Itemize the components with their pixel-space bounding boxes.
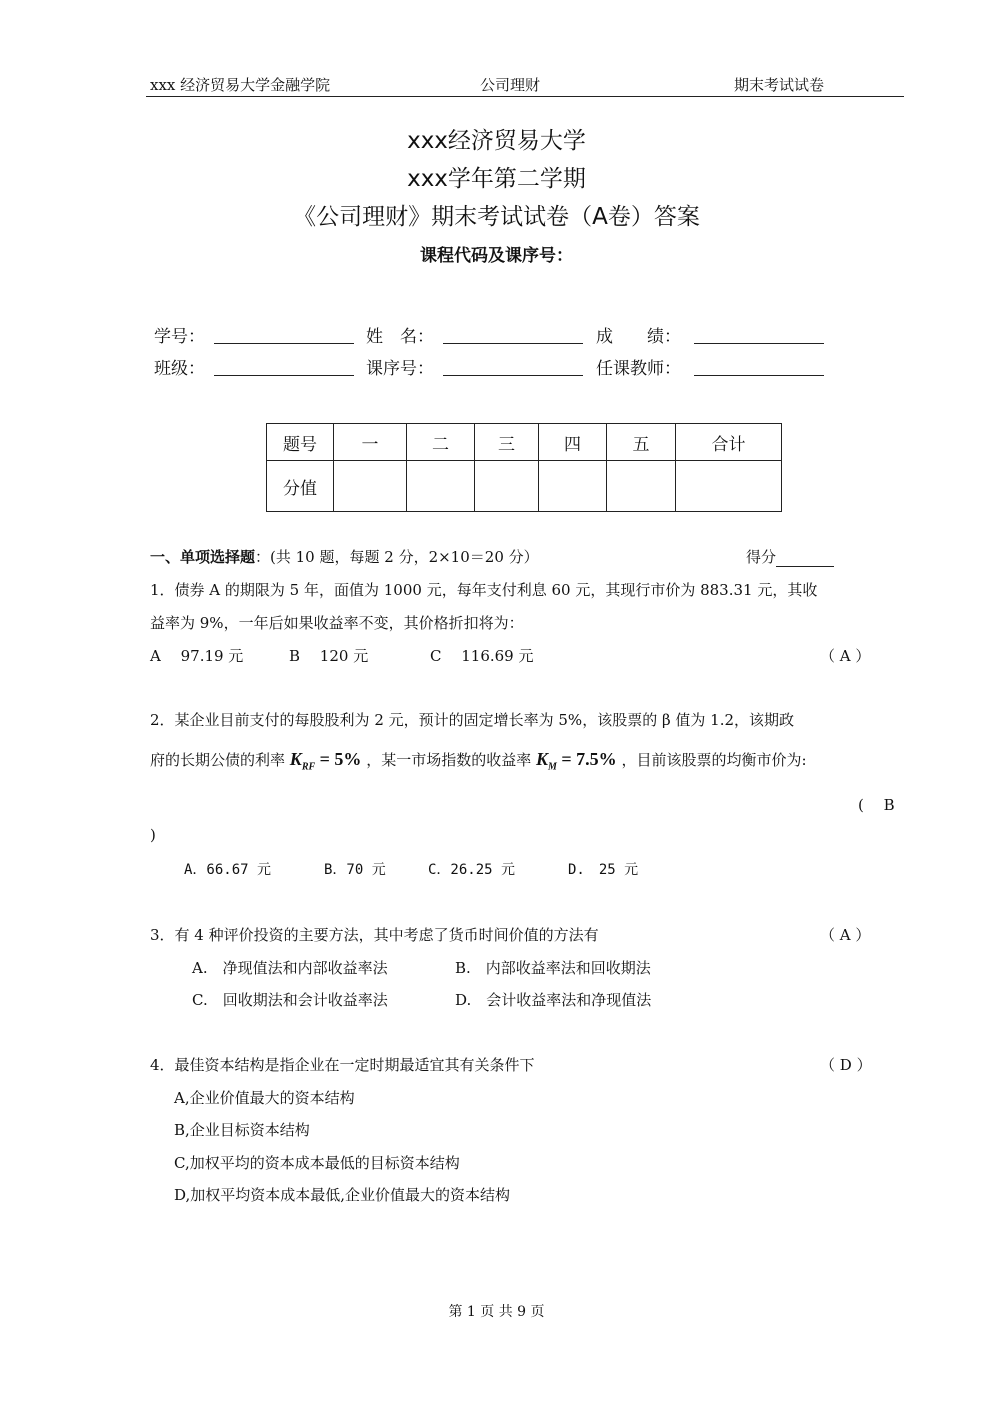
question-2-line1: 2．某企业目前支付的每股股利为 2 元，预计的固定增长率为 5%，该股票的 β 值为 1.2，该期政	[150, 711, 795, 729]
course-code-label: 课程代码及课序号：	[420, 246, 573, 266]
score-cell[interactable]	[407, 461, 475, 512]
university-title: xxx经济贸易大学	[407, 128, 586, 154]
question-3-option-b: B. 内部收益率法和回收期法	[455, 959, 651, 977]
student-id-field[interactable]	[214, 343, 354, 344]
score-row-label: 分值	[267, 461, 334, 512]
krf-value: = 5%	[315, 749, 362, 769]
score-cell[interactable]	[676, 461, 782, 512]
question-2-answer-close: )	[150, 826, 156, 844]
question-4-answer: （ D ）	[820, 1056, 872, 1074]
score-header-cell: 五	[607, 424, 676, 461]
question-2-answer-open: ( B	[858, 796, 895, 814]
question-4-option-a: A,企业价值最大的资本结构	[174, 1089, 355, 1107]
km-k: K	[536, 749, 549, 769]
section-score-field[interactable]	[776, 552, 834, 567]
teacher-label: 任课教师：	[596, 359, 681, 379]
question-4-option-d: D,加权平均资本成本最低,企业价值最大的资本结构	[174, 1186, 511, 1204]
question-1-line1: 1．债券 A 的期限为 5 年，面值为 1000 元，每年支付利息 60 元，其现行市价为 883.31 元，其收	[150, 581, 818, 599]
question-2-option-a: A．66.67 元	[184, 862, 272, 878]
question-3-option-c: C. 回收期法和会计收益率法	[192, 991, 388, 1009]
score-header-cell: 题号	[267, 424, 334, 461]
question-3-option-a: A. 净现值法和内部收益率法	[192, 959, 388, 977]
score-cell[interactable]	[607, 461, 676, 512]
course-seq-label: 课序号：	[366, 359, 434, 379]
score-header-cell: 一	[334, 424, 407, 461]
score-header-cell: 三	[475, 424, 539, 461]
question-1-line2: 益率为 9%，一年后如果收益率不变，其价格折扣将为：	[150, 614, 524, 632]
km-formula	[536, 749, 617, 773]
exam-title: 《公司理财》期末考试试卷（A卷）答案	[293, 204, 700, 230]
krf-formula	[289, 749, 362, 773]
km-sub: M	[548, 761, 557, 773]
question-2-option-c: C．26.25 元	[428, 862, 516, 878]
header-rule	[146, 96, 904, 97]
question-1-answer: （ A ）	[820, 647, 871, 665]
grade-label: 成 绩：	[596, 327, 681, 347]
score-cell[interactable]	[475, 461, 539, 512]
header-exam: 期末考试试卷	[734, 76, 825, 94]
question-4-option-c: C,加权平均的资本成本最低的目标资本结构	[174, 1154, 460, 1172]
score-header-cell: 二	[407, 424, 475, 461]
header-course: 公司理财	[480, 76, 541, 94]
krf-sub: RF	[301, 761, 316, 773]
question-4-option-b: B,企业目标资本结构	[174, 1121, 310, 1139]
course-seq-field[interactable]	[443, 375, 583, 376]
question-2-option-d: D. 25 元	[568, 862, 639, 878]
question-2-option-b: B．70 元	[324, 862, 386, 878]
question-3-text: 3．有 4 种评价投资的主要方法，其中考虑了货币时间价值的方法有	[150, 926, 599, 944]
section-score	[746, 546, 834, 567]
grade-field[interactable]	[694, 343, 824, 344]
semester-title: xxx学年第二学期	[407, 166, 586, 192]
score-header-cell: 四	[539, 424, 607, 461]
teacher-field[interactable]	[694, 375, 824, 376]
score-cell[interactable]	[539, 461, 607, 512]
name-field[interactable]	[443, 343, 583, 344]
score-cell[interactable]	[334, 461, 407, 512]
question-2-text-b: ，某一市场指数的收益率	[366, 751, 532, 769]
section-heading	[150, 546, 539, 567]
question-4-text: 4．最佳资本结构是指企业在一定时期最适宜其有关条件下	[150, 1056, 535, 1074]
student-id-label: 学号：	[154, 327, 205, 347]
krf-k: K	[289, 749, 302, 769]
km-value: = 7.5%	[556, 749, 617, 769]
question-2-text-a: 府的长期公债的利率	[150, 751, 286, 769]
question-1-option-a: A 97.19 元	[150, 647, 244, 665]
section-title: 一、单项选择题	[150, 548, 256, 566]
question-1-option-c: C 116.69 元	[430, 647, 534, 665]
question-3-answer: （ A ）	[820, 926, 871, 944]
question-2-line2	[150, 749, 807, 773]
question-2-text-c: ，目前该股票的均衡市价为:	[621, 751, 807, 769]
page-footer: 第 1 页 共 9 页	[448, 1304, 545, 1320]
score-header-cell: 合计	[676, 424, 782, 461]
class-label: 班级：	[154, 359, 205, 379]
question-3-option-d: D. 会计收益率法和净现值法	[455, 991, 652, 1009]
score-table	[266, 423, 782, 512]
section-note: ：(共 10 题，每题 2 分，2×10＝20 分）	[255, 548, 539, 566]
header-school: xxx 经济贸易大学金融学院	[150, 76, 331, 94]
question-1-option-b: B 120 元	[289, 647, 369, 665]
section-score-label: 得分	[746, 548, 777, 566]
class-field[interactable]	[214, 375, 354, 376]
name-label: 姓 名：	[366, 327, 434, 347]
